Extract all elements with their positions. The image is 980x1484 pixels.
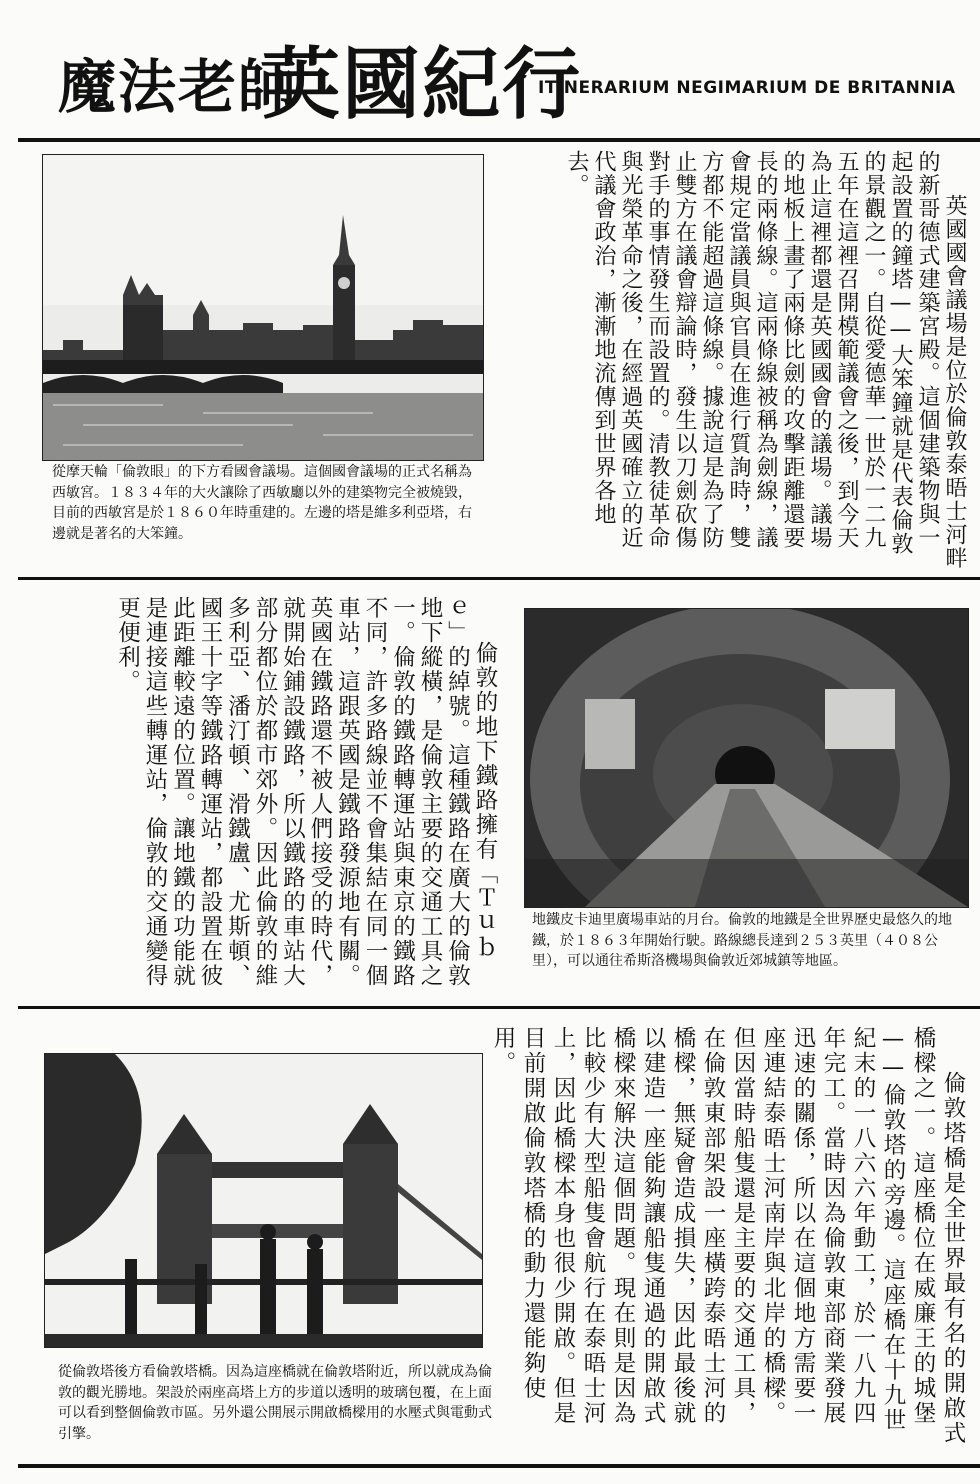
tower-bridge-illustration: [45, 1054, 482, 1347]
parliament-illustration: [43, 155, 483, 460]
divider-bottom: [18, 1464, 980, 1468]
paragraph-parliament: 英國國會議場是位於倫敦泰晤士河畔的新哥德式建築宮殿。這個建築物與一起設置的鐘塔——大笨鐘就是代表倫敦的景觀之一。自從愛德華一世於一二九五年在這裡召開模範議會之後，到今天為止這裡都還是英國國會的議場。議場的地板上畫了兩條比劍的攻擊距離還要長的兩條線。這兩條線被稱為劍線，議會規定當議員與官員在進行質詢時，雙方都不能超過這條線。據說這是為了防止雙方在議會辯論時，發生以刀劍砍傷對手的事情發生而設置的。清教徒革命與光榮革命之後，在經過英國確立的近代議會政治，漸漸地流傳到世界各地去。: [564, 150, 967, 570]
tube-illustration: [525, 609, 968, 907]
title-small: 魔法老師: [58, 53, 299, 121]
article-parliament: [488, 150, 968, 570]
divider-top: [18, 138, 980, 142]
photo-tube-platform: [524, 608, 969, 908]
caption-tower-bridge: 從倫敦塔後方看倫敦塔橋。因為這座橋就在倫敦塔附近，所以就成為倫敦的觀光勝地。架設於兩座高塔上方的步道以透明的玻璃包覆，在上面可以看到整個倫敦市區。另外還公開展示開啟橋樑用的水壓式與電動式引擎。: [58, 1364, 492, 1442]
divider-2: [18, 1006, 980, 1009]
caption-parliament: 從摩天輪「倫敦眼」的下方看國會議場。這個國會議場的正式名稱為西敏宮。１８３４年的大火讓除了西敏廳以外的建築物完全被燒毀，目前的西敏宮是於１８６０年時重建的。左邊的塔是維多利亞塔，右邊就是著名的大笨鐘。: [52, 464, 472, 542]
paragraph-tower-bridge: 倫敦塔橋是全世界最有名的開啟式橋樑之一。這座橋位在威廉王的城堡——倫敦塔的旁邊。這座橋在十九世紀末的一八六六年動工，於一八九四年完工。當時因為倫敦東部商業發展迅速的關係，所以在這個地方需要一座連結泰晤士河南岸與北岸的橋樑。但因當時船隻還是主要的交通工具，在倫敦東部架設一座橫跨泰晤士河的橋樑，無疑會造成損失，因此最後就以建造一座能夠讓船隻通過的開啟式橋樑來解決這個問題。現在則是因為比較少有大型船隻會航行在泰晤士河上，因此橋樑本身也很少開啟。但是目前開啟倫敦塔橋的動力還能夠使用。: [490, 1026, 966, 1446]
title-latin-subtitle: ITINERARIUM NEGIMARIUM DE BRITANNIA: [538, 78, 956, 98]
page-header: [0, 0, 980, 135]
caption-tube: 地鐵皮卡迪里廣場車站的月台。倫敦的地鐵是全世界歷史最悠久的地鐵，於１８６３年開始行駛。路線總長達到２５３英里（４０８公里），可以通往希斯洛機場與倫敦近郊城鎮等地區。: [532, 912, 952, 969]
article-tower-bridge: [486, 1026, 968, 1446]
photo-tower-bridge: [44, 1053, 483, 1348]
article-tube: [70, 596, 498, 996]
title-large: 英國紀行: [262, 40, 583, 130]
divider-1: [18, 577, 980, 580]
photo-parliament: [42, 154, 484, 461]
paragraph-tube: 倫敦的地下鐵路擁有「Ｔｕｂｅ」的綽號。這種鐵路在廣大的倫敦地下縱橫，是倫敦主要的交通工具之一。倫敦的鐵路轉運站與東京的鐵路不同，許多路線並不會集結在同一個車站，這跟英國是鐵路發源地有關。英國在鐵路還不被人們接受的時代，就開始鋪設鐵路，所以鐵路的車站大部分都位於都市郊外。因此倫敦的維多利亞、潘汀頓、滑鐵盧、尤斯頓、國王十字等鐵路轉運站，都設置在彼此距離較遠的位置。讓地鐵的功能就是連接這些轉運站，倫敦的交通變得更便利。: [114, 596, 498, 988]
